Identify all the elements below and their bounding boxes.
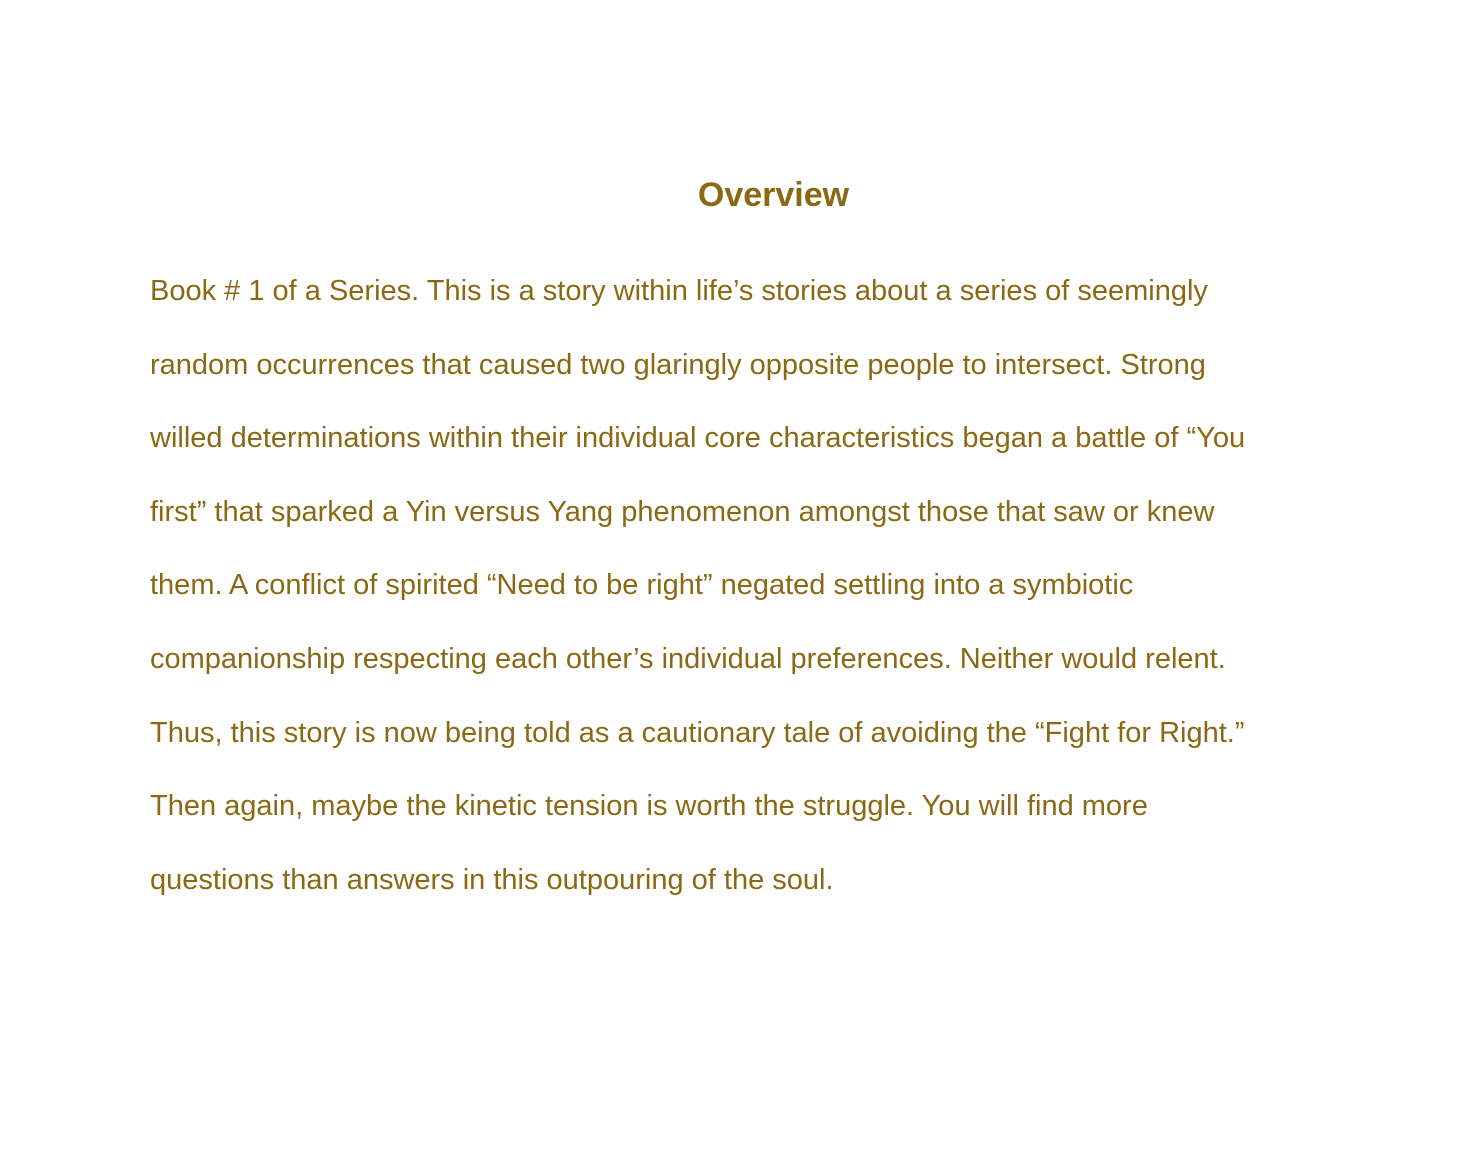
page-title: Overview — [697, 176, 850, 214]
paragraph-line: questions than answers in this outpouring of the soul. — [150, 863, 834, 896]
paragraph-line: willed determinations within their individual core characteristics began a battle of “You — [150, 422, 1246, 455]
overview-paragraph — [150, 255, 1410, 917]
paragraph-line: first” that sparked a Yin versus Yang phenomenon amongst those that saw or knew — [150, 495, 1215, 528]
paragraph-line: random occurrences that caused two glaringly opposite people to intersect. Strong — [150, 348, 1206, 381]
paragraph-line: Book # 1 of a Series. This is a story within life’s stories about a series of seemingly — [150, 275, 1208, 307]
paragraph-line: them. A conflict of spirited “Need to be right” negated settling into a symbiotic — [150, 569, 1134, 602]
paragraph-line: companionship respecting each other’s individual preferences. Neither would relent. — [150, 642, 1226, 675]
paragraph-line: Thus, this story is now being told as a cautionary tale of avoiding the “Fight for Right.” — [150, 716, 1245, 749]
paragraph-line: Then again, maybe the kinetic tension is worth the struggle. You will find more — [150, 790, 1148, 823]
